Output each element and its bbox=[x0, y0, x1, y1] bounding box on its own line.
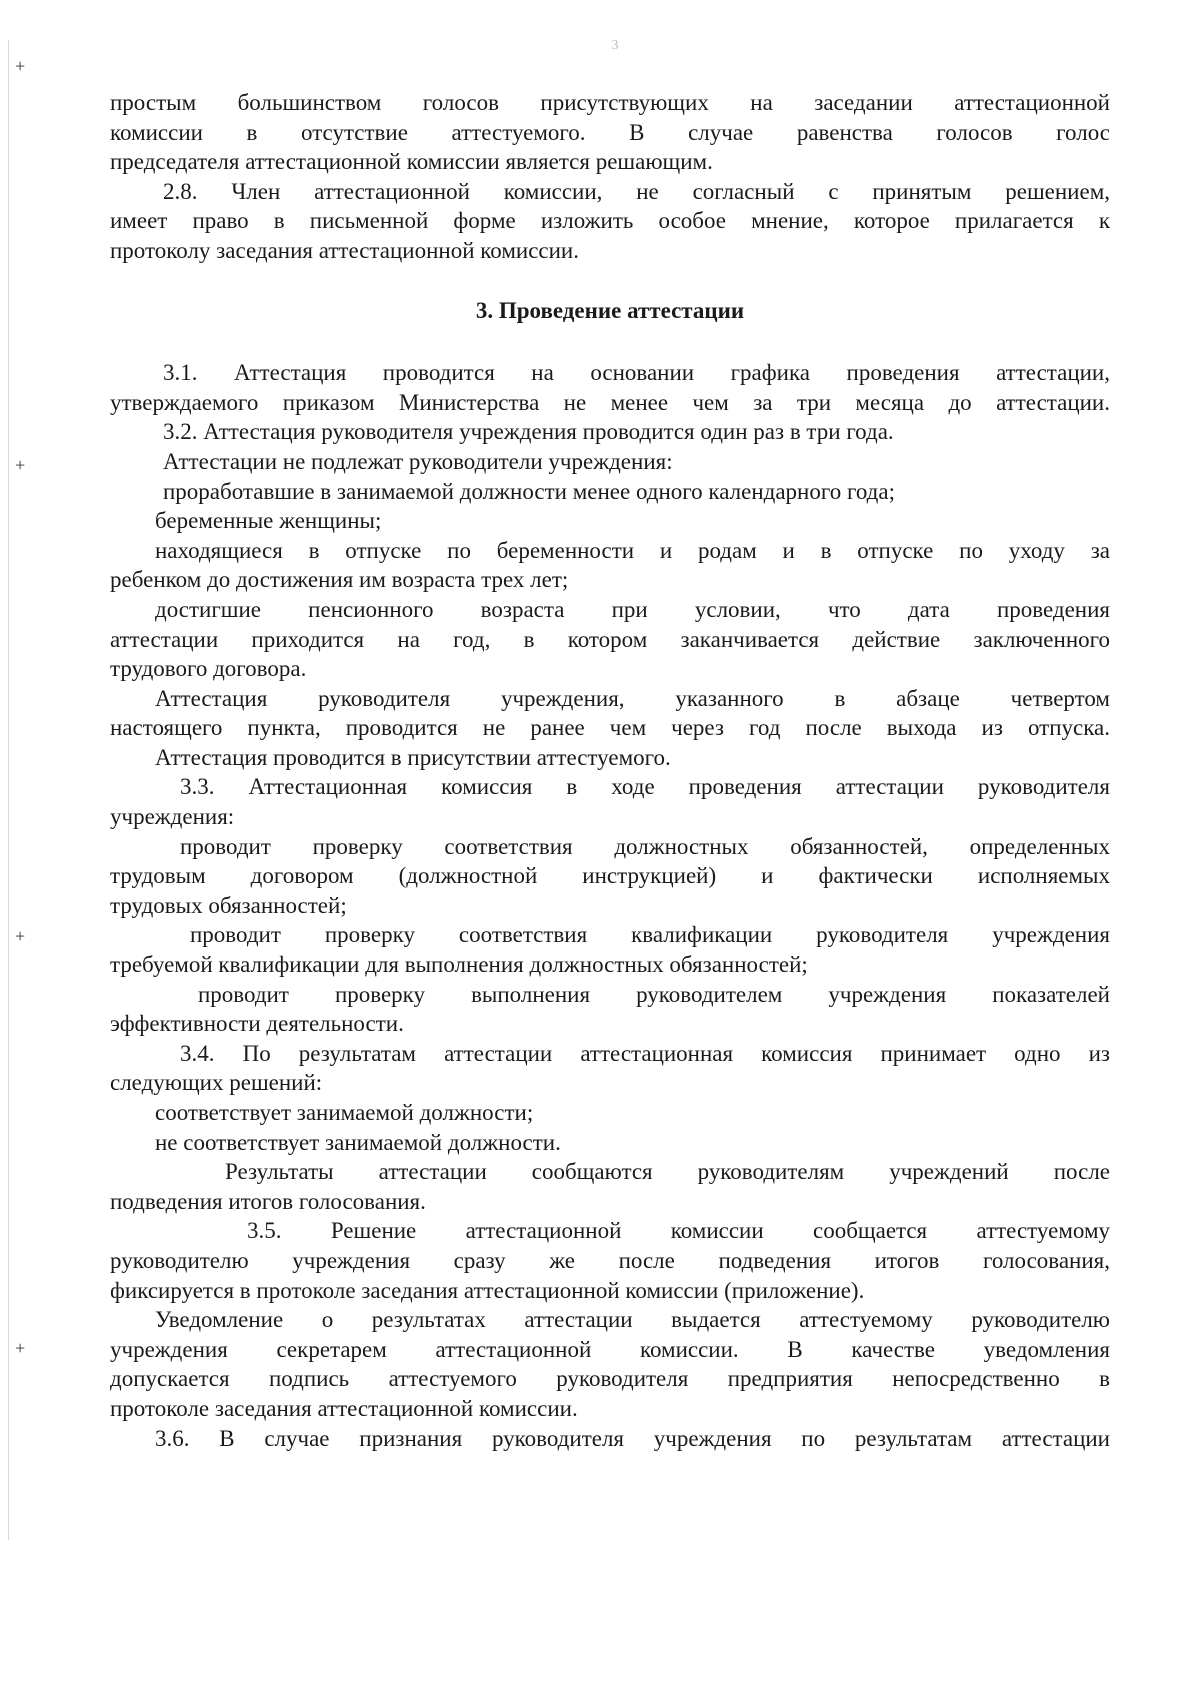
text-line: проводит проверку выполнения руководителем учреждения показателей bbox=[198, 981, 1110, 1007]
text-line: 2.8. Член аттестационной комиссии, не согласный с принятым решением, bbox=[163, 178, 1110, 204]
binding-hole-mark: + bbox=[15, 926, 26, 946]
text-line: ребенком до достижения им возраста трех лет; bbox=[110, 567, 569, 593]
page-number: 3 bbox=[611, 38, 619, 53]
text-line: находящиеся в отпуске по беременности и родам и в отпуске по уходу за bbox=[155, 537, 1110, 563]
text-line: председателя аттестационной комиссии является решающим. bbox=[110, 149, 713, 175]
text-line: имеет право в письменной форме изложить особое мнение, которое прилагается к bbox=[110, 208, 1110, 234]
text-line: учреждения секретарем аттестационной комиссии. В качестве уведомления bbox=[110, 1336, 1110, 1362]
text-line: 3.3. Аттестационная комиссия в ходе проведения аттестации руководителя bbox=[180, 774, 1110, 800]
text-line: трудовым договором (должностной инструкцией) и фактически исполняемых bbox=[110, 863, 1110, 889]
text-line: требуемой квалификации для выполнения должностных обязанностей; bbox=[110, 952, 808, 978]
text-line: соответствует занимаемой должности; bbox=[155, 1100, 534, 1125]
text-line: комиссии в отсутствие аттестуемого. В случае равенства голосов голос bbox=[110, 119, 1110, 145]
text-line: протоколе заседания аттестационной комиссии. bbox=[110, 1395, 578, 1421]
text-line: Уведомление о результатах аттестации выдается аттестуемому руководителю bbox=[155, 1307, 1110, 1333]
text-line: Результаты аттестации сообщаются руководителям учреждений после bbox=[225, 1159, 1110, 1185]
binding-hole-mark: + bbox=[15, 1338, 26, 1358]
text-line: протоколу заседания аттестационной комиссии. bbox=[110, 237, 579, 263]
text-line: не соответствует занимаемой должности. bbox=[155, 1129, 561, 1155]
text-line: Аттестация проводится в присутствии аттестуемого. bbox=[155, 744, 671, 770]
document-body bbox=[110, 88, 1110, 1453]
text-line: 3.6. В случае признания руководителя учреждения по результатам аттестации bbox=[155, 1425, 1110, 1451]
text-line: фиксируется в протоколе заседания аттестационной комиссии (приложение). bbox=[110, 1277, 865, 1303]
section-heading: 3. Проведение аттестации bbox=[475, 297, 745, 323]
text-line: 3.1. Аттестация проводится на основании графика проведения аттестации, bbox=[163, 360, 1110, 386]
text-line: беременные женщины; bbox=[155, 508, 382, 534]
text-line: Аттестации не подлежат руководители учреждения: bbox=[163, 448, 673, 474]
text-line: проводит проверку соответствия квалификации руководителя учреждения bbox=[190, 922, 1110, 948]
binding-hole-mark: + bbox=[15, 455, 26, 475]
scan-edge-line bbox=[8, 40, 9, 1540]
text-line: подведения итогов голосования. bbox=[110, 1188, 426, 1214]
text-line: утверждаемого приказом Министерства не менее чем за три месяца до аттестации. bbox=[110, 389, 1110, 415]
text-line: учреждения: bbox=[110, 804, 235, 830]
text-line: трудовых обязанностей; bbox=[110, 892, 347, 918]
text-line: настоящего пункта, проводится не ранее чем через год после выхода из отпуска. bbox=[110, 715, 1110, 741]
binding-hole-mark: + bbox=[15, 56, 26, 76]
text-line: проработавшие в занимаемой должности менее одного календарного года; bbox=[163, 478, 895, 504]
text-line: трудового договора. bbox=[110, 656, 307, 682]
text-line: руководителю учреждения сразу же после подведения итогов голосования, bbox=[110, 1247, 1110, 1273]
text-line: 3.4. По результатам аттестации аттестационная комиссия принимает одно из bbox=[180, 1040, 1110, 1066]
text-line: эффективности деятельности. bbox=[110, 1011, 404, 1037]
text-line: аттестации приходится на год, в котором заканчивается действие заключенного bbox=[110, 626, 1110, 652]
text-line: проводит проверку соответствия должностных обязанностей, определенных bbox=[180, 833, 1110, 859]
text-line: следующих решений: bbox=[110, 1070, 323, 1096]
text-line: 3.5. Решение аттестационной комиссии сообщается аттестуемому bbox=[247, 1218, 1110, 1244]
text-line: простым большинством голосов присутствующих на заседании аттестационной bbox=[110, 90, 1110, 115]
text-line: достигшие пенсионного возраста при условии, что дата проведения bbox=[155, 596, 1110, 622]
text-line: 3.2. Аттестация руководителя учреждения проводится один раз в три года. bbox=[163, 419, 894, 445]
text-line: Аттестация руководителя учреждения, указанного в абзаце четвертом bbox=[155, 685, 1110, 711]
text-line: допускается подпись аттестуемого руководителя предприятия непосредственно в bbox=[110, 1366, 1110, 1392]
